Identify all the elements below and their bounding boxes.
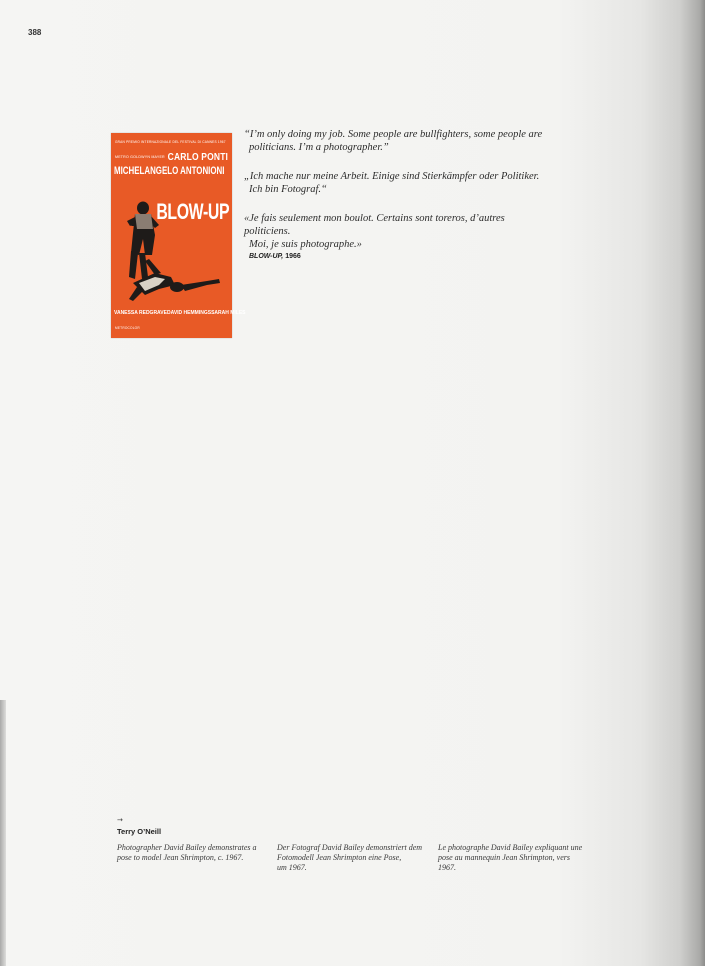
caption-french	[438, 843, 588, 873]
caption-line: Le photographe David Bailey expliquant une	[438, 843, 583, 852]
film-year: 1966	[285, 253, 301, 260]
caption-line: Fotomodell Jean Shrimpton eine Pose,	[277, 853, 402, 862]
quote-line: “I’m only doing my job. Some people are bullfighters, some people are	[244, 129, 543, 140]
poster-producer: CARLO PONTI	[167, 152, 228, 163]
quote-line: Ich bin Fotograf.“	[249, 184, 327, 195]
caption-line: pose au mannequin Jean Shrimpton, vers	[438, 853, 570, 862]
poster-studio-line: METRO GOLDWYN MAYER	[115, 155, 165, 159]
quote-english	[244, 128, 544, 154]
photographer-credit: Terry O’Neill	[117, 827, 162, 836]
quote-line: „Ich mache nur meine Arbeit. Einige sind Stierkämpfer oder Politiker.	[244, 171, 540, 182]
caption-line: Der Fotograf David Bailey demonstriert dem	[277, 843, 423, 852]
quote-line: «Je fais seulement mon boulot. Certains sont toreros, d’autres politiciens.	[244, 213, 505, 237]
quote-line: politicians. I’m a photographer.”	[249, 142, 389, 153]
film-credit	[249, 253, 301, 260]
page-edge-shadow	[0, 700, 6, 966]
caption-line: 1967.	[438, 863, 456, 872]
quote-german	[244, 170, 544, 196]
poster-director: MICHELANGELO ANTONIONI	[114, 165, 225, 177]
blow-up-movie-poster	[111, 133, 246, 338]
quote-french	[244, 212, 544, 251]
poster-cast-member: VANESSA REDGRAVE	[114, 310, 167, 316]
poster-tagline: METROCOLOR	[115, 326, 140, 330]
poster-cast-member: DAVID HEMMINGS	[166, 310, 212, 316]
poster-festival-line: GRAN PREMIO INTERNAZIONALE DEL FESTIVAL DI CANNES 1967	[115, 140, 226, 144]
caption-line: um 1967.	[277, 863, 307, 872]
arrow-right-icon: →	[117, 816, 123, 824]
page-number: 388	[28, 28, 42, 37]
caption-line: Photographer David Bailey demonstrates a	[117, 843, 257, 852]
poster-cast	[114, 310, 246, 316]
poster-title: BLOW-UP	[156, 199, 229, 224]
caption-line: pose to model Jean Shrimpton, c. 1967.	[117, 853, 244, 862]
poster-cast-member: SARAH MILES	[211, 310, 246, 316]
quote-line: Moi, je suis photographe.»	[249, 239, 362, 250]
film-title: BLOW-UP,	[249, 253, 284, 260]
caption-german	[277, 843, 427, 873]
caption-english	[117, 843, 267, 863]
